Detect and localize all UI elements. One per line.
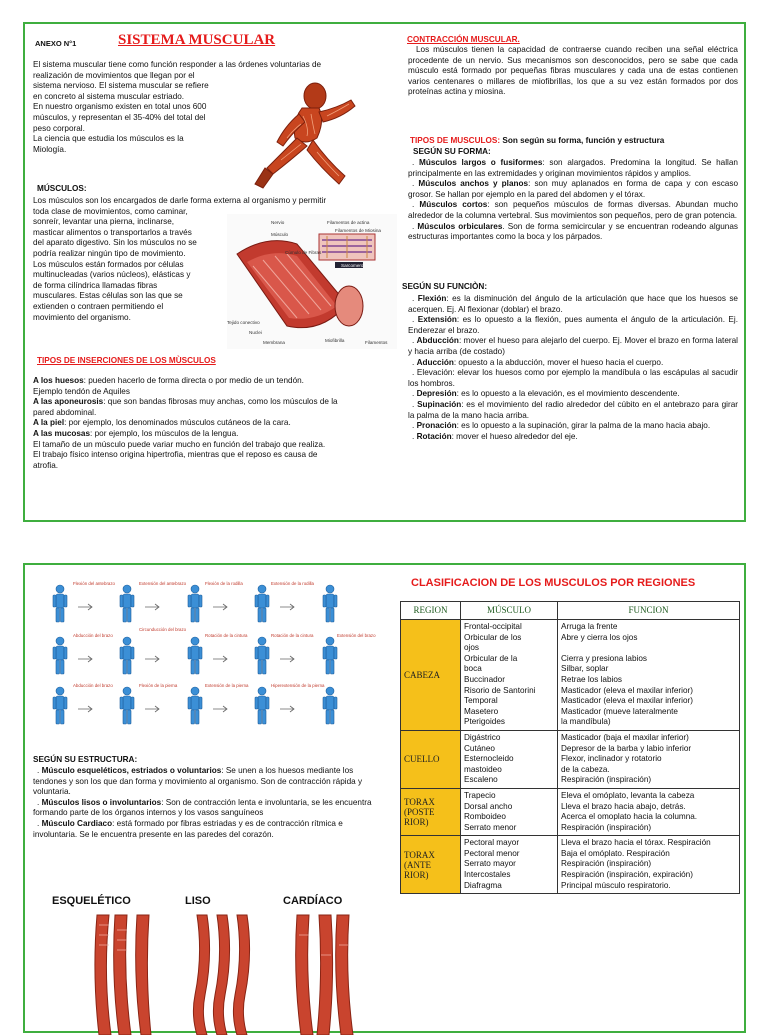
muscle-name: Orbicular de los <box>464 632 522 642</box>
musculos-line: toda clase de movimientos, como caminar, <box>33 206 188 216</box>
funcion-item: . Flexión: es la disminución del ángulo de la articulación que hace que los huesos se acerquen. Ej. Al flexionar (doblar) el brazo. <box>408 294 738 314</box>
human-figure <box>255 585 269 622</box>
arrow-icon <box>145 656 159 662</box>
label-membrana: Membrana <box>263 340 285 345</box>
label-musculo: Músculo <box>271 232 289 237</box>
funcion-item-term: Supinación <box>417 399 462 409</box>
function-text: Principal músculo respiratorio. <box>561 880 671 890</box>
function-cell <box>558 788 740 835</box>
forma-item-term: Músculos orbiculares <box>417 221 503 231</box>
insercion-item <box>33 440 378 451</box>
human-figure <box>120 585 134 622</box>
segun-forma-heading: SEGÚN SU FORMA: <box>413 147 491 156</box>
label-nuclei: Nuclei <box>249 330 262 335</box>
human-figure <box>53 637 67 674</box>
table-header-row <box>401 602 740 620</box>
movement-label: Extensión del brazo <box>337 633 376 638</box>
movement-label: Flexión de la rodilla <box>205 581 243 586</box>
muscle-name: Digástrico <box>464 732 501 742</box>
label-tejido: Tejido conectivo <box>227 320 260 325</box>
movement-label: Flexión del antebrazo <box>73 581 115 586</box>
insercion-item-text: : que son bandas fibrosas muy anchas, como los músculos de la <box>103 397 338 407</box>
label-sarcomero: Sarcomero <box>341 263 364 268</box>
insercion-item <box>33 418 378 429</box>
funcion-item-text: : es lo opuesto a la flexión, pues aumenta el ángulo de la articulación. Ej. Enderezar el brazo. <box>408 315 738 335</box>
page-1 <box>23 22 746 522</box>
muscle-name: Buccinador <box>464 674 505 684</box>
forma-item-text: : son muy aplanados en forma de capa y con escaso grosor. Se hallan por ejemplo en la pared del abdomen y el tórax. <box>408 179 738 199</box>
arrow-icon <box>280 604 294 610</box>
estructura-heading-text: SEGÚN SU ESTRUCTURA <box>33 755 135 764</box>
musculos-line: podría realizar ningún tipo de movimiento. <box>33 248 186 258</box>
insercion-item-text: : por ejemplo, los músculos de la lengua. <box>90 428 239 438</box>
funcion-item-text: : mover el hueso alrededor del eje. <box>451 431 578 441</box>
function-text: Baja el omóplato. Respiración <box>561 848 670 858</box>
insercion-item-text: El trabajo físico intenso origina hipertrofia, mientras que el reposo es causa de <box>33 450 318 460</box>
funcion-item-text: : es el movimiento del radio alrededor del cúbito en el antebrazo para girar la palma de la mano hacia arriba. <box>408 399 738 420</box>
funcion-item-text: : opuesto a la abducción, mover el hueso hacia el cuerpo. <box>453 357 664 367</box>
muscle-list <box>464 622 554 728</box>
muscle-cell <box>461 836 558 894</box>
human-figure <box>120 687 134 724</box>
estructura-list <box>33 766 378 840</box>
movement-label: Extensión de la pierna <box>205 683 249 688</box>
label-miofibrilla: Miofibrilla <box>325 338 345 343</box>
segun-funcion-heading: SEGÚN SU FUNCIÒN: <box>402 282 488 291</box>
label-nervio: Nervio <box>271 220 285 225</box>
arrow-icon <box>78 656 92 662</box>
arrow-icon <box>213 656 227 662</box>
musculos-line: multinucleadas (varios núcleos), elásticas y <box>33 270 191 280</box>
inserciones-heading: TIPOS DE INSERCIONES DE LOS MÙSCULOS <box>37 356 216 365</box>
muscle-list <box>464 838 554 891</box>
funcion-item-term: Abducción <box>416 336 459 346</box>
muscle-name: Frontal-occipital <box>464 622 522 631</box>
muscle-name: Pectoral menor <box>464 848 520 858</box>
insercion-item-text: atrofia. <box>33 460 59 470</box>
funcion-item-text: : es lo opuesto a la elevación, es el movimiento descendente. <box>456 389 680 399</box>
movement-label: Rotación de la cintura <box>205 633 248 638</box>
tipos-subheading: Son según su forma, función y estructura <box>500 136 665 145</box>
movement-label: Extensión del antebrazo <box>139 581 187 586</box>
insercion-item <box>33 429 378 440</box>
function-text: Masticador (mueve lateralmente <box>561 706 678 716</box>
fiber-label-cardiaco: CARDÍACO <box>283 895 343 907</box>
movement-label: Hiperextensión de la pierna <box>271 683 325 688</box>
forma-item: . Músculos orbiculares. Son de forma semicircular y se encuentran rodeando algunas estructuras importantes como la boca y los párpados. <box>408 221 738 242</box>
function-text: Depresor de la barba y labio inferior <box>561 743 692 753</box>
forma-item: . Músculos largos o fusiformes: son alargados. Predomina la longitud. Se hallan principalmente en las extremidades y originan movimientos rápidos y amplios. <box>408 158 738 178</box>
arrow-icon <box>145 706 159 712</box>
function-text: Flexor, inclinador y rotatorio <box>561 754 662 764</box>
label-actina: Filamentos de actina <box>327 220 370 225</box>
estructura-item-term: Músculos lisos o involuntarios <box>41 797 162 807</box>
muscle-name: ojos <box>464 643 480 653</box>
human-figure <box>255 687 269 724</box>
table-row <box>401 836 740 894</box>
annex-label: ANEXO N°1 <box>35 39 77 48</box>
label-miosina: Filamentos de Miosina <box>335 228 381 233</box>
estructura-item-text: : Son de contracción lenta e involuntaria, se les encuentra formando parte de los órganos internos y los vasos sanguíneos <box>33 797 372 818</box>
page-2 <box>23 563 746 1033</box>
muscle-name: mastoideo <box>464 764 502 774</box>
movement-figures <box>45 577 376 737</box>
function-text: Respiración (inspiración) <box>561 775 652 785</box>
muscle-name: Cutáneo <box>464 743 495 753</box>
musculos-line: musculares. Estas células son las que se <box>33 291 183 301</box>
funcion-item-term: Extensión <box>417 315 457 325</box>
funcion-item: . Elevación: elevar los huesos como por ejemplo la mandíbula o las escápulas al sacudir los hombros. <box>408 368 738 388</box>
header-musculo: MÚSCULO <box>461 602 558 620</box>
estructura-item: . Músculos lisos o involuntarios: Son de contracción lenta e involuntaria, se les encuentra formando parte de los órganos internos y los vasos sanguíneos <box>33 797 372 818</box>
muscle-cell <box>461 620 558 731</box>
human-figure <box>120 637 134 674</box>
intro-line: En nuestro organismo existen en total unos 600 <box>33 102 207 112</box>
function-text: Respiración (inspiración) <box>561 859 652 869</box>
funcion-list <box>408 294 738 442</box>
region-cell: TORAX (ANTE RIOR) <box>401 836 461 894</box>
insercion-item <box>33 408 378 419</box>
intro-line: peso corporal. <box>33 123 85 133</box>
muscle-structure-diagram <box>227 214 397 349</box>
function-text: Lleva el brazo hacia abajo, detrás. <box>561 801 686 811</box>
function-text: Masticador (eleva el maxilar inferior) <box>561 685 693 695</box>
musculos-line: movimiento del organismo. <box>33 312 131 322</box>
funcion-item-term: Depresión <box>416 389 457 399</box>
forma-item-text: . Son de forma semicircular y se encuentran rodeando algunas estructuras importantes como la boca y los párpados. <box>408 221 738 242</box>
function-text: Retrae los labios <box>561 674 622 684</box>
muscle-name: Escaleno <box>464 775 498 785</box>
function-cell <box>558 836 740 894</box>
muscle-name: Diafragma <box>464 880 502 890</box>
musculos-heading: MÚSCULOS: <box>37 184 87 193</box>
regions-table <box>400 601 740 894</box>
function-text: Respiración (inspiración, expiración) <box>561 870 693 880</box>
function-text: Arruga la frente <box>561 622 618 631</box>
muscle-name: Temporal <box>464 696 498 706</box>
function-list <box>561 622 736 728</box>
function-text: la mandíbula) <box>561 717 611 727</box>
arrow-icon <box>145 604 159 610</box>
musculos-line: masticar alimentos o transportarlos a través <box>33 227 192 237</box>
muscle-name: Masetero <box>464 706 499 716</box>
human-figure <box>323 585 337 622</box>
function-text: Abre y cierra los ojos <box>561 632 638 642</box>
fiber-types-figure <box>37 865 382 1035</box>
funcion-item: . Rotación: mover el hueso alrededor del eje. <box>412 431 578 441</box>
intro-line: realización de movimientos que llegan por el <box>33 70 195 80</box>
insercion-item-text: Ejemplo tendón de Aquiles <box>33 386 130 396</box>
human-figure <box>188 585 202 622</box>
funcion-item: . Supinación: es el movimiento del radio alrededor del cúbito en el antebrazo para girar la palma de la mano hacia arriba. <box>408 399 738 420</box>
insercion-item <box>33 376 378 387</box>
muscle-name: Romboideo <box>464 812 506 822</box>
funcion-item: . Abducción: mover el hueso para alejarlo del cuerpo. Ej. Mover el brazo en forma lateral y hacia arriba (de costado) <box>408 336 738 356</box>
function-text: Acerca el omoplato hacia la columna. <box>561 812 698 822</box>
forma-item-term: Músculos largos o fusiformes <box>419 158 543 167</box>
region-cell: TORAX (POSTE RIOR) <box>401 788 461 835</box>
musculos-line: de forma cilíndrica llamadas fibras <box>33 280 158 290</box>
table-title: CLASIFICACION DE LOS MUSCULOS POR REGIONES <box>411 577 696 589</box>
region-cell: CUELLO <box>401 730 461 788</box>
human-figure <box>255 637 269 674</box>
funcion-item-text: : es lo opuesto a la supinación, girar la palma de la mano hacia abajo. <box>456 421 711 431</box>
human-figure <box>323 687 337 724</box>
insercion-item-text: El tamaño de un músculo puede variar mucho en función del trabajo que realiza. <box>33 439 326 449</box>
muscle-name: Risorio de Santorini <box>464 685 536 695</box>
contraccion-text: Los músculos tienen la capacidad de contraerse cuando reciben una señal eléctrica procedente de un nervio. Sus mecanismos son desconocidos, pero se sabe que cada músculo está formado por pequeñas fibras musculares y cada una de estas contienen varios centenares o millares de miofibrillas, los que a su vez están formados por dos proteínas actina y miosina. <box>408 45 738 97</box>
label-cumulo: Cúmulo de Fibras <box>285 250 322 255</box>
insercion-item-term: A los huesos <box>33 376 84 385</box>
funcion-item: . Extensión: es lo opuesto a la flexión, pues aumenta el ángulo de la articulación. Ej. Enderezar el brazo. <box>408 315 738 335</box>
muscle-name: Serrato mayor <box>464 859 516 869</box>
forma-item-term: Músculos anchos y planos <box>418 179 529 189</box>
muscle-cell <box>461 788 558 835</box>
movement-label: Extensión de la rodilla <box>271 581 314 586</box>
musculos-line: Los músculos están formados por células <box>33 259 184 269</box>
musculos-line: del aparato digestivo. Sin los músculos no se <box>33 238 197 248</box>
fiber-illustrations <box>37 915 382 1035</box>
intro-line: sistema nervioso. El sistema muscular se refiere <box>33 81 209 91</box>
intro-line: La ciencia que estudia los músculos es la <box>33 134 184 144</box>
muscle-name: Serrato menor <box>464 822 517 832</box>
function-text: Cierra y presiona labios <box>561 653 648 663</box>
intro-line: músculos, y representan el 35-40% del total del <box>33 112 206 122</box>
forma-item-text: : son alargados. Predomina la longitud. Se hallan principalmente en las extremidades y originan movimientos rápidos y amplios. <box>408 158 738 178</box>
function-text: Eleva el omóplato, levanta la cabeza <box>561 790 695 800</box>
human-figure <box>188 687 202 724</box>
function-list <box>561 733 736 786</box>
table-row <box>401 620 740 731</box>
arrow-icon <box>78 706 92 712</box>
table-row <box>401 788 740 835</box>
page-title: SISTEMA MUSCULAR <box>118 32 276 48</box>
insercion-item-text: pared abdominal. <box>33 407 97 417</box>
tipos-heading-label: TIPOS DE MUSCULOS: <box>410 136 501 145</box>
funcion-item-term: Aducción <box>416 357 454 367</box>
muscle-name: Pterigoides <box>464 717 505 727</box>
funcion-item: . Depresión: es lo opuesto a la elevación, es el movimiento descendente. <box>412 389 680 399</box>
muscle-cell <box>461 730 558 788</box>
forma-item-term: Músculos cortos <box>419 200 488 210</box>
estructura-item-term: Músculo Cardiaco <box>41 818 113 828</box>
funcion-item: . Pronación: es lo opuesto a la supinación, girar la palma de la mano hacia abajo. <box>412 421 711 431</box>
muscle-name: Intercostales <box>464 870 511 880</box>
muscle-name: Dorsal ancho <box>464 801 513 811</box>
funcion-item-text: : mover el hueso para alejarlo del cuerpo. Ej. Mover el brazo en forma lateral y hacia arriba (de costado) <box>408 336 738 356</box>
function-list <box>561 838 736 891</box>
forma-item-text: : son pequeños músculos de formas diversas. Abundan mucho alrededor de la columna vertebral. Sus movimientos son pequeños, pero de gran potencia. <box>408 200 738 220</box>
funcion-item-text: : es la disminución del ángulo de la articulación que hace que los huesos se acerquen. Ej. Al flexionar (doblar) el brazo. <box>408 294 738 314</box>
estructura-item: . Músculo esqueléticos, estriados o voluntarios: Se unen a los huesos mediante los tendones y son los que dan forma y movimiento al organismo. Son de contracción rápida y voluntaria. <box>33 766 363 797</box>
tipos-heading <box>410 136 664 147</box>
arrow-icon <box>213 604 227 610</box>
arrow-icon <box>280 656 294 662</box>
contraccion-heading: CONTRACCIÓN MUSCULAR. <box>407 35 520 44</box>
insercion-item-text: : por ejemplo, los denominados músculos cutáneos de la cara. <box>64 418 291 428</box>
function-list <box>561 791 736 833</box>
insercion-item <box>33 461 378 472</box>
musculos-line: extienden o contraen permitiendo el <box>33 301 164 311</box>
muscle-name: boca <box>464 664 482 674</box>
fiber-label-liso: LISO <box>185 895 211 907</box>
muscle-name: Trapecio <box>464 790 496 800</box>
running-muscle-figure <box>247 76 365 194</box>
function-text: Masticador (eleva el maxilar inferior) <box>561 696 693 706</box>
funcion-item-term: Flexión <box>417 294 447 303</box>
muscle-list <box>464 791 554 833</box>
arrow-icon <box>78 604 92 610</box>
musculos-line: Los músculos son los encargados de darle forma externa al organismo y permitir <box>33 196 327 205</box>
label-filamentos: Filamentos <box>365 340 388 345</box>
function-text: Silbar, soplar <box>561 664 609 674</box>
function-text <box>561 643 736 654</box>
function-cell <box>558 620 740 731</box>
estructura-item-text: : está formado por fibras estriadas y es de contracción rítmica e involuntaria. Se le encuentra presente en las paredes del corazón. <box>33 818 343 839</box>
estructura-item-text: : Se unen a los huesos mediante los tendones y son los que dan forma y movimiento al organismo. Son de contracción rápida y voluntaria. <box>33 766 363 797</box>
funcion-item-term: Rotación <box>416 431 452 441</box>
muscle-name: Esternocleido <box>464 754 514 764</box>
header-region: REGION <box>401 602 461 620</box>
insercion-item <box>33 397 378 408</box>
funcion-item-term: Pronación <box>416 421 457 431</box>
header-funcion: FUNCION <box>558 602 740 620</box>
human-figure <box>53 687 67 724</box>
arrow-icon <box>280 706 294 712</box>
forma-item: . Músculos cortos: son pequeños músculos de formas diversas. Abundan mucho alrededor de la columna vertebral. Sus movimientos son pequeños, pero de gran potencia. <box>408 200 738 220</box>
estructura-item-term: Músculo esqueléticos, estriados o voluntarios <box>41 766 222 775</box>
musculos-line: sonreír, levantar una pierna, inclinarse, <box>33 217 175 227</box>
movement-label: Abducción del brazo <box>73 683 113 688</box>
human-figure <box>188 637 202 674</box>
insercion-item <box>33 387 378 398</box>
intro-line: El sistema muscular tiene como función responder a las órdenes voluntarias de <box>33 60 322 69</box>
movement-label: Rotación de la cintura <box>271 633 314 638</box>
arrow-icon <box>213 706 227 712</box>
intro-line: en concreto al sistema muscular estriado. <box>33 91 185 101</box>
movement-label: Abducción del brazo <box>73 633 113 638</box>
estructura-heading: SEGÚN SU ESTRUCTURA: <box>33 755 138 764</box>
fiber-label-esqueletico: ESQUELÉTICO <box>52 895 131 907</box>
inserciones-list <box>33 376 378 471</box>
insercion-item-text: : pueden hacerlo de forma directa o por medio de un tendón. <box>83 376 304 385</box>
muscle-list <box>464 733 554 786</box>
movement-label: Circunducción del brazo <box>139 627 187 632</box>
muscle-name: Pectoral mayor <box>464 838 520 848</box>
insercion-item-term: A la piel <box>33 418 65 428</box>
human-figure <box>53 585 67 622</box>
human-figure <box>323 637 337 674</box>
table-row <box>401 730 740 788</box>
function-text: de la cabeza. <box>561 764 610 774</box>
region-cell: CABEZA <box>401 620 461 731</box>
insercion-item-term: A las aponeurosis <box>33 397 104 407</box>
function-text: Masticador (baja el maxilar inferior) <box>561 732 689 742</box>
funcion-item-text: Elevación: elevar los huesos como por ejemplo la mandíbula o las escápulas al sacudir los hombros. <box>408 368 738 388</box>
function-text: Lleva el brazo hacia el tórax. Respiración <box>561 838 711 848</box>
forma-list <box>408 158 738 243</box>
intro-line: Miología. <box>33 144 67 154</box>
forma-item: . Músculos anchos y planos: son muy aplanados en forma de capa y con escaso grosor. Se hallan por ejemplo en la pared del abdomen y el tórax. <box>408 179 738 199</box>
insercion-item-term: A las mucosas <box>33 428 91 438</box>
funcion-item: . Aducción: opuesto a la abducción, mover el hueso hacia el cuerpo. <box>412 357 664 367</box>
estructura-item: . Músculo Cardiaco: está formado por fibras estriadas y es de contracción rítmica e involuntaria. Se le encuentra presente en las paredes del corazón. <box>33 818 343 839</box>
function-text: Respiración (inspiración) <box>561 822 652 832</box>
movement-label: Flexión de la pierna <box>139 683 178 688</box>
muscle-name: Orbicular de la <box>464 653 518 663</box>
insercion-item <box>33 450 378 461</box>
function-cell <box>558 730 740 788</box>
